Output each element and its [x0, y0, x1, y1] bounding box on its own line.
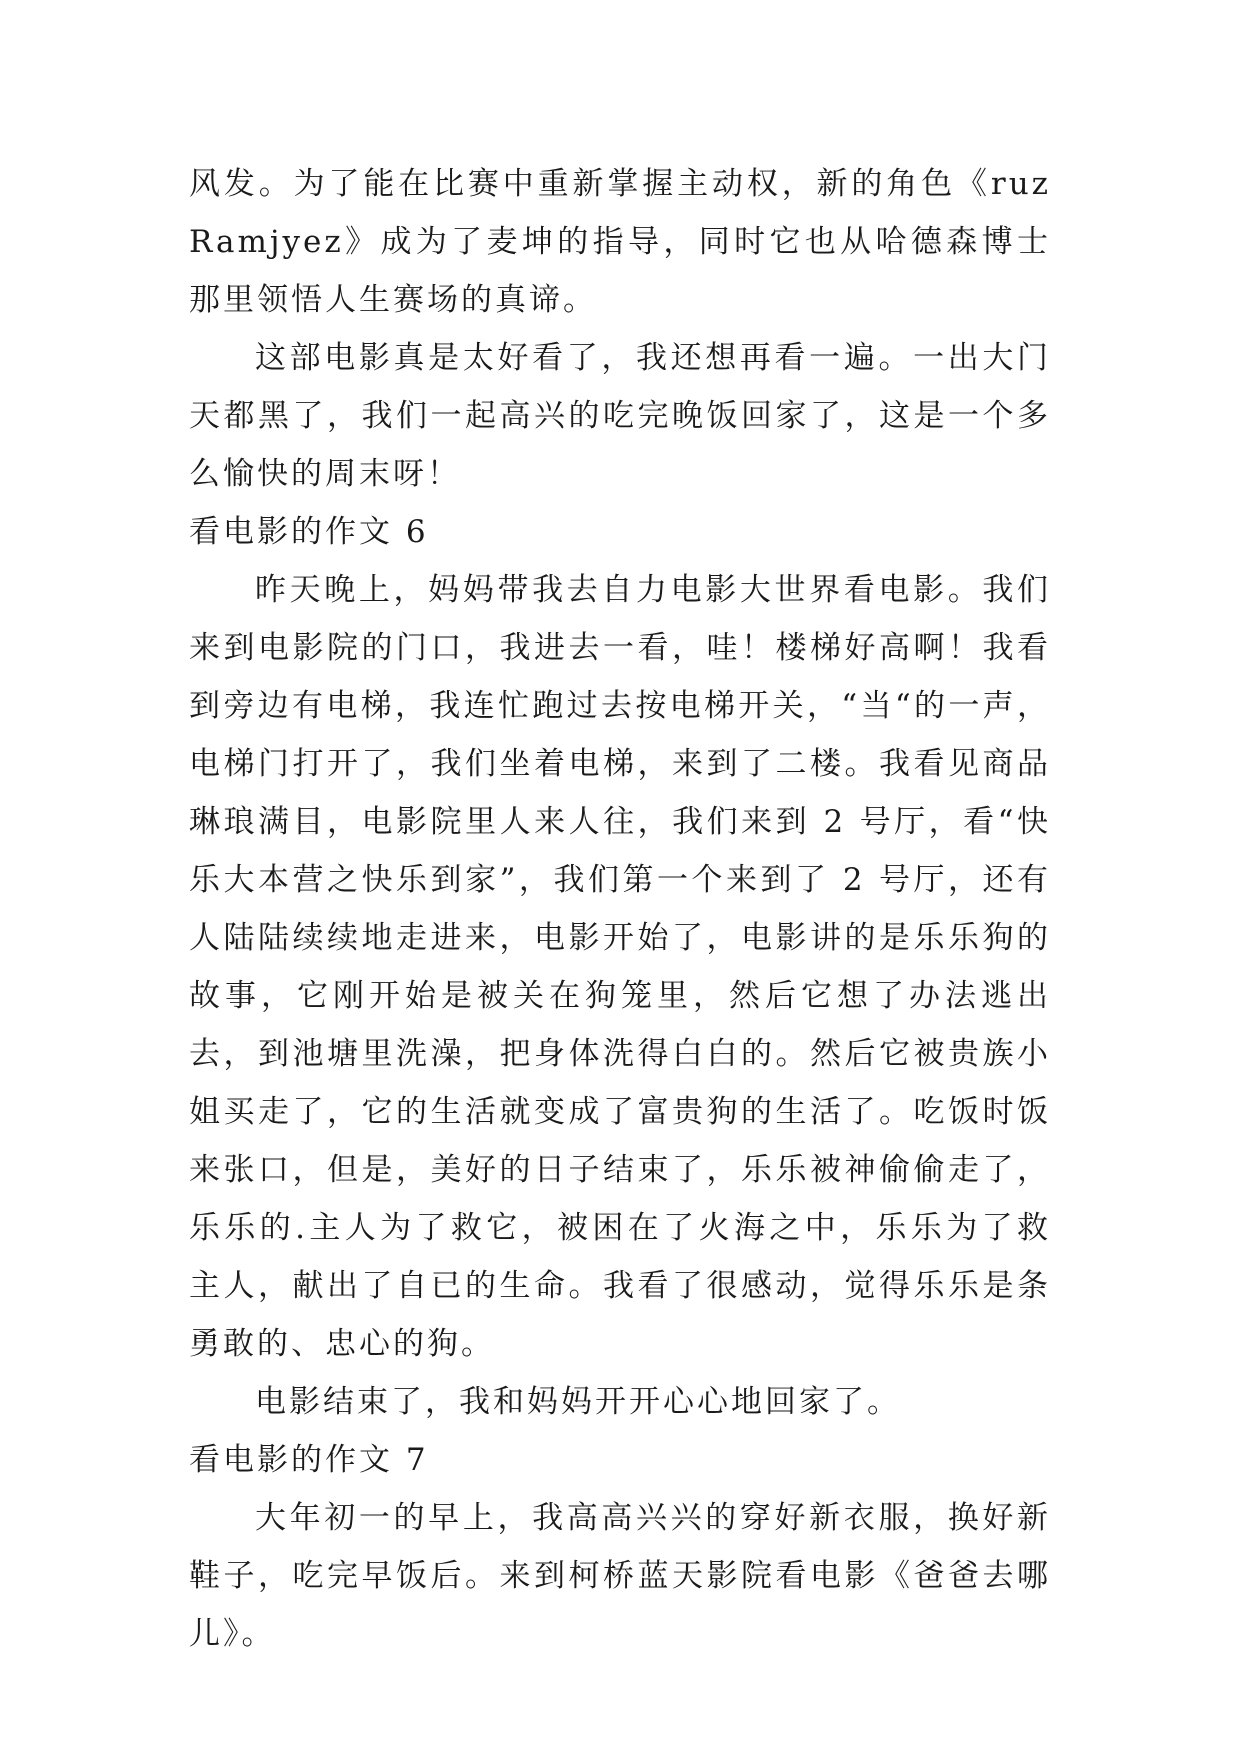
paragraph-summary: 这部电影真是太好看了，我还想再看一遍。一出大门天都黑了，我们一起高兴的吃完晚饭回家了，这是一个多么愉快的周末呀！ — [189, 340, 1051, 492]
paragraph-essay-6-ending: 电影结束了，我和妈妈开开心心地回家了。 — [255, 1384, 901, 1420]
essay-heading-7: 看电影的作文 7 — [189, 1442, 429, 1478]
paragraph-continuation: 风发。为了能在比赛中重新掌握主动权，新的角色《ruzRamjyez》成为了麦坤的指导，同时它也从哈德森博士那里领悟人生赛场的真谛。 — [189, 166, 1051, 318]
paragraph-essay-7-body: 大年初一的早上，我高高兴兴的穿好新衣服，换好新鞋子，吃完早饭后。来到柯桥蓝天影院看电影《爸爸去哪儿》。 — [189, 1500, 1051, 1652]
essay-heading-6: 看电影的作文 6 — [189, 514, 429, 550]
document-body — [189, 155, 1051, 1663]
paragraph-essay-6-body: 昨天晚上，妈妈带我去自力电影大世界看电影。我们来到电影院的门口，我进去一看，哇！楼梯好高啊！我看到旁边有电梯，我连忙跑过去按电梯开关，“当“的一声，电梯门打开了，我们坐着电梯，来到了二楼。我看见商品琳琅满目，电影院里人来人往，我们来到 2 号厅，看“快乐大本营之快乐到家”，我们第一个来到了 2 号厅，还有人陆陆续续地走进来，电影开始了，电影讲的是乐乐狗的故事，它刚开始是被关在狗笼里，然后它想了办法逃出去，到池塘里洗澡，把身体洗得白白的。然后它被贵族小姐买走了，它的生活就变成了富贵狗的生活了。吃饭时饭来张口，但是，美好的日子结束了，乐乐被神偷偷走了，乐乐的.主人为了救它，被困在了火海之中，乐乐为了救主人，献出了自已的生命。我看了很感动，觉得乐乐是条勇敢的、忠心的狗。 — [189, 572, 1051, 1362]
